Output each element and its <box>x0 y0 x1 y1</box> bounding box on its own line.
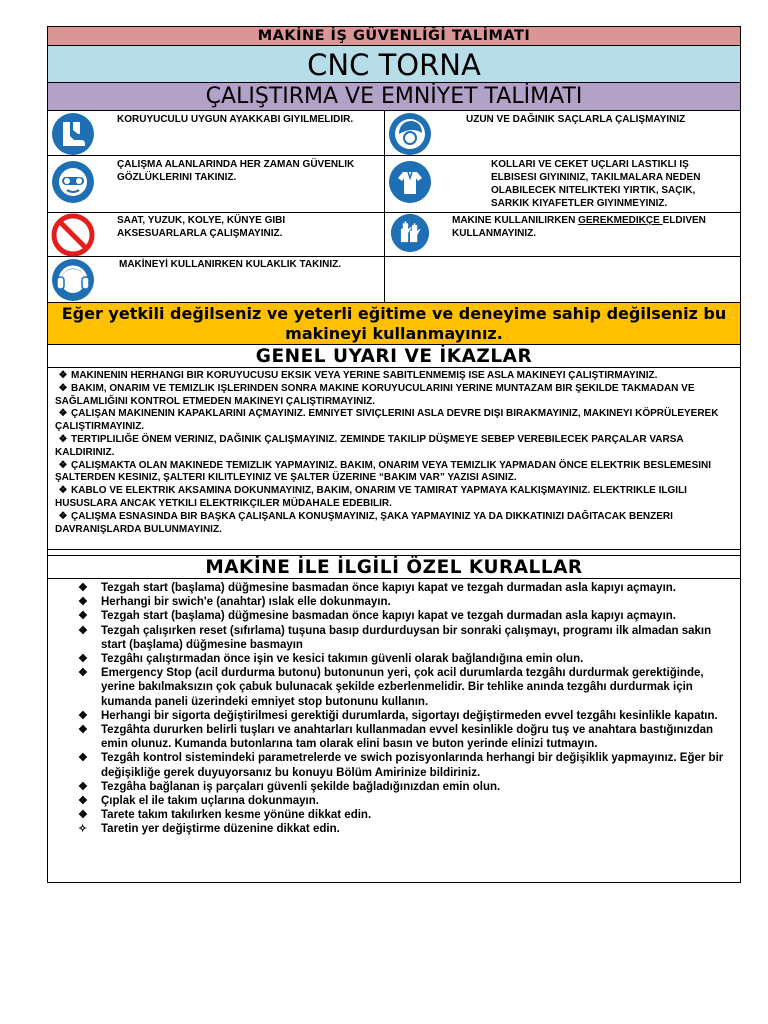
diamond-bullet-icon: ❖ <box>58 382 68 394</box>
rules-section-title: MAKİNE İLE İLGİLİ ÖZEL KURALLAR <box>48 555 740 578</box>
diamond-bullet-icon: ❖ <box>58 485 68 497</box>
ear-protection-icon <box>51 258 95 302</box>
safety-goggles-icon <box>51 160 95 204</box>
instruction-cell <box>48 257 385 302</box>
machine-name: CNC TORNA <box>307 48 481 82</box>
instruction-cell <box>385 156 738 212</box>
list-item: ❖ Tezgah çalışırken reset (sıfırlama) tuşuna basıp durdurduysan bir sonraki çalışmayı, programı ilk almadan sakın start (başlama) düğmesine basmayın <box>78 624 712 651</box>
instruction-cell <box>385 213 738 256</box>
general-warnings-list <box>48 367 740 549</box>
list-item: ❖ Çıplak el ile takım uçlarına dokunmayın. <box>78 795 319 808</box>
diamond-bullet-icon: ❖ <box>58 459 68 471</box>
subtitle-band <box>48 82 740 110</box>
diamond-bullet-icon: ❖ <box>78 752 88 765</box>
doc-title: MAKİNE İŞ GÜVENLİĞİ TALİMATI <box>257 28 531 44</box>
diamond-bullet-icon: ❖ <box>78 653 88 666</box>
gloves-icon <box>390 213 430 253</box>
diamond-bullet-icon: ❖ <box>78 795 88 808</box>
diamond-bullet-icon: ❖ <box>78 667 88 680</box>
list-item: ❖ ÇALIŞMA ESNASINDA BIR BAŞKA ÇALIŞANLA KONUŞMAYINIZ, ŞAKA YAPMAYINIZ YA DA DIKKATINIZI DAĞITACAK BENZERI DAVRANIŞLARDA BULUNMAYINIZ. <box>55 510 673 535</box>
diamond-bullet-icon: ❖ <box>58 510 68 522</box>
list-item: ❖ Tarete takım takılırken kesme yönüne dikkat edin. <box>78 809 372 822</box>
diamond-bullet-icon: ❖ <box>78 809 88 822</box>
subtitle: ÇALIŞTIRMA VE EMNİYET TALİMATI <box>205 84 583 109</box>
diamond-bullet-icon: ❖ <box>78 780 88 793</box>
list-item: ❖ Herhangi bir swich'e (anahtar) ıslak elle dokunmayın. <box>78 596 391 609</box>
icon-row-2 <box>48 155 740 212</box>
list-item: ❖ KABLO VE ELEKTRIK AKSAMINA DOKUNMAYINIZ, BAKIM, ONARIM VE TAMIRAT YAPMAYA KALKIŞMAYINIZ. ELEKTRIKLE ILGILI HUSUSLARA ANCAK YETKILI ELEKTRIKÇILER MÜDAHALE EDEBILIR. <box>55 485 687 509</box>
diamond-bullet-icon: ❖ <box>78 709 88 722</box>
list-item: ❖ Tezgâh kontrol sistemindeki parametrelerde ve swich pozisyonlarında herhangi bir değişiklik yapmayınız. Eğer bir değişikliğe gerek duyuyorsanız bu konuyu Bölüm Amirinize bildiriniz. <box>78 752 724 779</box>
instruction-text: ÇALIŞMA ALANLARINDA HER ZAMAN GÜVENLIK GÖZLÜKLERINI TAKINIZ. <box>117 159 355 183</box>
outline-diamond-bullet-icon: ✧ <box>78 823 88 836</box>
safety-instruction-sheet <box>47 26 741 883</box>
list-item: ❖ MAKINENIN HERHANGI BIR KORUYUCUSU EKSIK VEYA YERINE SABITLENMEMIŞ ISE ASLA MAKINEYI ÇALIŞTIRMAYINIZ. <box>55 370 734 383</box>
empty-cell <box>385 257 738 302</box>
diamond-bullet-icon: ❖ <box>58 408 68 420</box>
list-item: ❖ Herhangi bir sigorta değiştirilmesi gerektiği durumlarda, sigortayı değiştirmeden evvel tezgâhı kesinlikle kapatın. <box>78 709 718 722</box>
diamond-bullet-icon: ❖ <box>78 596 88 609</box>
list-item: ✧ Taretin yer değiştirme düzenine dikkat edin. <box>78 823 340 836</box>
list-item: ❖ Emergency Stop (acil durdurma butonu) butonunun yeri, çok acil durumlarda tezgâhı durdurmak gerektiğinde, yerine bakılmaksızın çok çabuk bulunacak şekilde ezberlenmelidir. Bir tehlike anında tezgâhı durdurmak için kumanda paneli üzerindeki emniyet stop butonunu kullanın. <box>78 667 704 708</box>
instruction-cell <box>48 156 385 212</box>
general-section-title: GENEL UYARI VE İKAZLAR <box>48 344 740 367</box>
list-item: ❖ Tezgâhta dururken belirli tuşları ve anahtarları kullanmadan evvel kesinlikle doğru tuş ve anahtara bastığınızdan emin olunuz. Kumanda butonlarına tam olarak elini basın ve buton yerinde elinizi tutmayın. <box>78 724 714 751</box>
instruction-text: SAAT, YUZUK, KOLYE, KÜNYE GIBI AKSESUARLARLA ÇALIŞMAYINIZ. <box>117 215 286 239</box>
doc-title-band <box>48 26 740 45</box>
list-item: ❖ ÇALIŞMAKTA OLAN MAKINEDE TEMIZLIK YAPMAYINIZ. BAKIM, ONARIM VEYA TEMIZLIK YAPMADAN ÖNCE ELEKTRIK BESLEMESINI ŞALTERDEN KESINIZ, ŞALTERI KILITLEYINIZ VE ŞALTER ÜZERINE “BAKIM VAR” YAZISI ASINIZ. <box>55 459 712 484</box>
instruction-cell <box>385 111 738 155</box>
list-item: ❖ Tezgâha bağlanan iş parçaları güvenli şekilde bağladığınızdan emin olun. <box>78 780 501 793</box>
list-item: ❖ Tezgâhı çalıştırmadan önce işin ve kesici takımın güvenli olarak bağlandığına emin olun. <box>78 653 584 666</box>
protective-clothing-icon <box>388 160 432 204</box>
instruction-text: UZUN VE DAĞINIK SAÇLARLA ÇALIŞMAYINIZ <box>466 114 686 125</box>
instruction-text: MAKİNEYİ KULLANIRKEN KULAKLIK TAKINIZ. <box>119 259 342 270</box>
list-item: ❖ BAKIM, ONARIM VE TEMIZLIK IŞLERINDEN SONRA MAKINE KORUYUCULARINI YERINE MUNTAZAM BIR ŞEKILDE TAKMADAN VE SAĞLAMLIĞINI KONTROL ETMEDEN MAKINEYI ÇALIŞTIRMAYINIZ. <box>55 382 695 407</box>
instruction-text: KORUYUCULU UYGUN AYAKKABI GIYILMELIDIR. <box>117 114 354 125</box>
special-rules-list <box>48 578 740 882</box>
safety-boots-icon <box>51 112 95 156</box>
instruction-cell <box>48 213 385 256</box>
instruction-cell <box>48 111 385 155</box>
icon-row-3 <box>48 212 740 256</box>
instruction-text: MAKINE KULLANILIRKEN GEREKMEDIKÇE ELDIVEN KULLANMAYINIZ. <box>452 215 706 239</box>
instruction-text: KOLLARI VE CEKET UÇLARI LASTIKLI IŞ ELBISESI GIYININIZ, TAKILMALARA NEDEN OLABILECEK NITELIKTEKI YIRTIK, SAÇIK, SARKIK KIYAFETLER GIYINMEYINIZ. <box>491 159 701 209</box>
diamond-bullet-icon: ❖ <box>78 582 88 594</box>
diamond-bullet-icon: ❖ <box>58 370 68 381</box>
diamond-bullet-icon: ❖ <box>78 610 88 623</box>
list-item: ❖ Tezgah start (başlama) düğmesine basmadan önce kapıyı kapat ve tezgah durmadan asla kapıyı açmayın. <box>78 610 676 623</box>
diamond-bullet-icon: ❖ <box>78 724 88 737</box>
diamond-bullet-icon: ❖ <box>78 624 88 637</box>
list-item: ❖ ÇALIŞAN MAKINENIN KAPAKLARINI AÇMAYINIZ. EMNIYET SIVIÇLERINI ASLA DEVRE DIŞI BIRAKMAYINIZ, MAKINEYI KÖPRÜLEYEREK ÇALIŞTIRMAYINIZ. <box>55 408 719 433</box>
icon-row-4 <box>48 256 740 302</box>
list-item: ❖ Tezgah start (başlama) düğmesine basmadan önce kapıyı kapat ve tezgah durmadan asla kapıyı açmayın. <box>78 582 676 594</box>
machine-name-band <box>48 45 740 82</box>
authorization-warning: Eğer yetkili değilseniz ve yeterli eğitime ve deneyime sahip değilseniz bu makineyi kullanmayınız. <box>48 302 740 344</box>
list-item: ❖ TERTIPLILIĞE ÖNEM VERINIZ, DAĞINIK ÇALIŞMAYINIZ. ZEMINDE TAKILIP DÜŞMEYE SEBEP VEREBILECEK PARÇALAR VARSA KALDIRINIZ. <box>55 433 684 458</box>
hair-protection-icon <box>388 112 432 156</box>
icon-row-1 <box>48 110 740 155</box>
prohibition-icon <box>51 213 95 257</box>
diamond-bullet-icon: ❖ <box>58 433 68 445</box>
